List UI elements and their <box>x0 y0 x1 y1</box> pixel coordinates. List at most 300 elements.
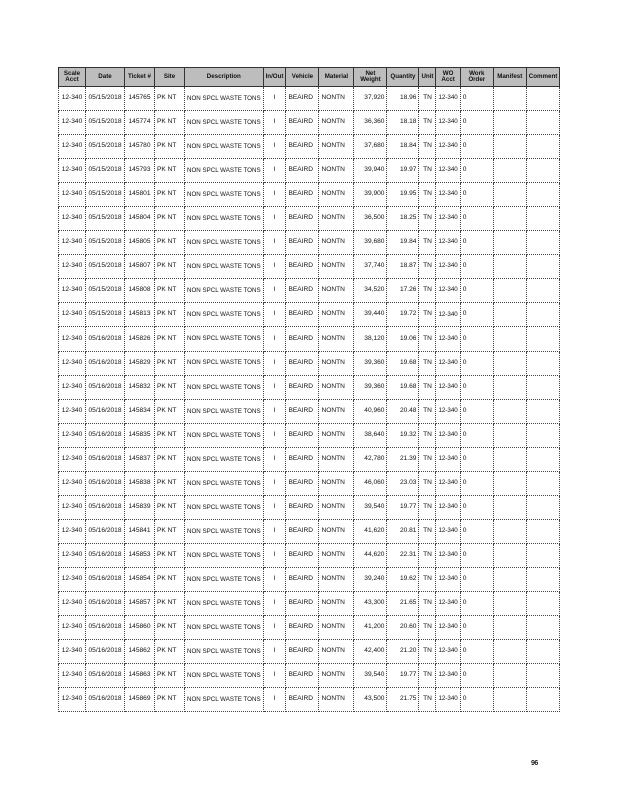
scale-ticket-table <box>58 67 560 712</box>
table-cell: NON SPCL WASTE TONS <box>185 327 264 351</box>
table-cell: I <box>263 111 286 135</box>
table-cell: BEAIRD <box>286 399 319 423</box>
table-cell: NON SPCL WASTE TONS <box>185 616 264 640</box>
table-cell <box>526 447 560 471</box>
table-cell <box>493 640 526 664</box>
table-cell: NONTN <box>319 87 354 111</box>
table-cell: 05/16/2018 <box>86 375 125 399</box>
table-cell: TN <box>419 616 436 640</box>
table-cell <box>526 519 560 543</box>
table-cell: 12-340 <box>436 399 460 423</box>
table-cell: PK NT <box>155 351 185 375</box>
table-cell: TN <box>419 688 436 712</box>
table-cell: 145807 <box>125 255 155 279</box>
table-cell <box>493 447 526 471</box>
table-cell: PK NT <box>155 591 185 615</box>
table-cell: 0 <box>460 423 493 447</box>
page-number-stamp: 96 <box>531 760 538 767</box>
table-cell: TN <box>419 255 436 279</box>
table-row <box>59 423 560 447</box>
table-cell: TN <box>419 111 436 135</box>
table-cell: 37,680 <box>354 135 387 159</box>
table-cell: TN <box>419 447 436 471</box>
table-cell: NON SPCL WASTE TONS <box>185 351 264 375</box>
table-cell: NONTN <box>319 159 354 183</box>
table-cell: 05/16/2018 <box>86 616 125 640</box>
table-cell: 145837 <box>125 447 155 471</box>
table-cell: 05/15/2018 <box>86 255 125 279</box>
table-cell: PK NT <box>155 567 185 591</box>
table-cell: TN <box>419 664 436 688</box>
table-cell: PK NT <box>155 399 185 423</box>
table-cell: 42,780 <box>354 447 387 471</box>
table-cell: I <box>263 87 286 111</box>
table-cell: 145801 <box>125 183 155 207</box>
table-cell: 12-340 <box>59 519 86 543</box>
table-cell: 19.06 <box>387 327 419 351</box>
table-cell <box>493 279 526 303</box>
table-cell: 0 <box>460 135 493 159</box>
table-cell <box>493 495 526 519</box>
table-cell: NONTN <box>319 616 354 640</box>
table-cell: 18.87 <box>387 255 419 279</box>
table-cell <box>493 255 526 279</box>
table-cell: TN <box>419 543 436 567</box>
table-cell: 05/15/2018 <box>86 159 125 183</box>
table-cell: I <box>263 471 286 495</box>
table-cell: 145765 <box>125 87 155 111</box>
table-cell: PK NT <box>155 327 185 351</box>
table-cell: BEAIRD <box>286 111 319 135</box>
table-row <box>59 375 560 399</box>
column-header: Comment <box>526 68 560 87</box>
table-cell: 19.77 <box>387 664 419 688</box>
table-cell: BEAIRD <box>286 664 319 688</box>
table-cell: TN <box>419 519 436 543</box>
table-cell: 05/15/2018 <box>86 183 125 207</box>
table-cell: 145793 <box>125 159 155 183</box>
table-cell: 12-340 <box>59 688 86 712</box>
table-cell: 145841 <box>125 519 155 543</box>
table-cell: 145805 <box>125 231 155 255</box>
table-cell: NON SPCL WASTE TONS <box>185 303 264 327</box>
table-cell: 12-340 <box>436 159 460 183</box>
table-cell: 05/16/2018 <box>86 327 125 351</box>
table-cell: 05/15/2018 <box>86 135 125 159</box>
table-cell: 05/16/2018 <box>86 495 125 519</box>
table-cell: 05/16/2018 <box>86 664 125 688</box>
table-cell <box>493 207 526 231</box>
table-cell: 0 <box>460 567 493 591</box>
table-cell: I <box>263 688 286 712</box>
table-row <box>59 351 560 375</box>
table-cell: I <box>263 423 286 447</box>
table-cell: PK NT <box>155 495 185 519</box>
header-row <box>59 68 560 87</box>
table-cell: BEAIRD <box>286 327 319 351</box>
table-cell: 145863 <box>125 664 155 688</box>
table-cell: 12-340 <box>436 688 460 712</box>
table-cell: NON SPCL WASTE TONS <box>185 231 264 255</box>
table-cell: I <box>263 616 286 640</box>
table-cell: NON SPCL WASTE TONS <box>185 255 264 279</box>
table-cell: 12-340 <box>436 135 460 159</box>
table-cell: PK NT <box>155 303 185 327</box>
table-cell: 37,740 <box>354 255 387 279</box>
table-cell: 145774 <box>125 111 155 135</box>
table-cell: TN <box>419 495 436 519</box>
table-cell: 12-340 <box>59 495 86 519</box>
table-cell <box>526 111 560 135</box>
table-cell: 12-340 <box>59 640 86 664</box>
table-cell: NON SPCL WASTE TONS <box>185 423 264 447</box>
table-cell: NONTN <box>319 567 354 591</box>
table-cell: PK NT <box>155 616 185 640</box>
table-cell: I <box>263 207 286 231</box>
table-cell: I <box>263 447 286 471</box>
table-cell: 19.97 <box>387 159 419 183</box>
table-cell: NON SPCL WASTE TONS <box>185 519 264 543</box>
table-cell <box>526 351 560 375</box>
table-row <box>59 567 560 591</box>
table-cell: I <box>263 640 286 664</box>
table-cell: PK NT <box>155 447 185 471</box>
table-cell: 36,500 <box>354 207 387 231</box>
table-cell: 0 <box>460 591 493 615</box>
table-cell: 12-340 <box>436 87 460 111</box>
table-row <box>59 519 560 543</box>
table-cell: NONTN <box>319 471 354 495</box>
table-cell: 12-340 <box>436 447 460 471</box>
table-cell: 37,920 <box>354 87 387 111</box>
table-cell: BEAIRD <box>286 135 319 159</box>
table-cell: NON SPCL WASTE TONS <box>185 664 264 688</box>
table-row <box>59 183 560 207</box>
table-cell: 12-340 <box>59 327 86 351</box>
table-cell: 12-340 <box>59 135 86 159</box>
table-cell: 42,400 <box>354 640 387 664</box>
table-cell: 0 <box>460 207 493 231</box>
table-row <box>59 664 560 688</box>
table-cell: 39,940 <box>354 159 387 183</box>
table-cell <box>493 471 526 495</box>
table-cell: 0 <box>460 303 493 327</box>
table-cell: BEAIRD <box>286 231 319 255</box>
table-cell <box>526 423 560 447</box>
table-cell: 12-340 <box>436 664 460 688</box>
table-cell: NONTN <box>319 135 354 159</box>
table-cell: 39,680 <box>354 231 387 255</box>
table-cell: NON SPCL WASTE TONS <box>185 375 264 399</box>
table-cell <box>493 351 526 375</box>
table-cell: TN <box>419 471 436 495</box>
table-cell <box>493 519 526 543</box>
table-cell: 12-340 <box>436 327 460 351</box>
table-cell: 145854 <box>125 567 155 591</box>
table-cell: 0 <box>460 664 493 688</box>
table-cell: 0 <box>460 375 493 399</box>
table-cell: 0 <box>460 159 493 183</box>
table-cell <box>526 207 560 231</box>
table-cell <box>493 423 526 447</box>
table-cell: PK NT <box>155 231 185 255</box>
table-cell <box>526 664 560 688</box>
table-row <box>59 87 560 111</box>
table-cell: NON SPCL WASTE TONS <box>185 591 264 615</box>
table-cell: 41,200 <box>354 616 387 640</box>
table-cell: 12-340 <box>436 567 460 591</box>
table-cell: NONTN <box>319 399 354 423</box>
table-cell: I <box>263 327 286 351</box>
table-cell: TN <box>419 423 436 447</box>
table-cell: PK NT <box>155 519 185 543</box>
table-cell <box>526 255 560 279</box>
table-cell <box>526 688 560 712</box>
table-cell: NON SPCL WASTE TONS <box>185 207 264 231</box>
table-cell: NONTN <box>319 591 354 615</box>
table-cell: I <box>263 159 286 183</box>
table-cell <box>526 495 560 519</box>
table-cell: 12-340 <box>436 231 460 255</box>
table-cell: 0 <box>460 327 493 351</box>
table-cell: 12-340 <box>436 640 460 664</box>
table-cell: 145808 <box>125 279 155 303</box>
table-cell: 39,440 <box>354 303 387 327</box>
table-cell <box>493 399 526 423</box>
table-cell: 21.39 <box>387 447 419 471</box>
table-cell: NONTN <box>319 423 354 447</box>
table-cell: BEAIRD <box>286 183 319 207</box>
table-cell: 145829 <box>125 351 155 375</box>
table-cell <box>526 471 560 495</box>
table-header <box>59 68 560 87</box>
table-cell: PK NT <box>155 471 185 495</box>
table-cell <box>526 159 560 183</box>
table-cell: NON SPCL WASTE TONS <box>185 447 264 471</box>
table-cell: 12-340 <box>59 111 86 135</box>
table-cell: PK NT <box>155 664 185 688</box>
table-cell: I <box>263 183 286 207</box>
table-cell: NON SPCL WASTE TONS <box>185 471 264 495</box>
table-cell: PK NT <box>155 135 185 159</box>
table-cell <box>493 111 526 135</box>
table-cell: 12-340 <box>59 231 86 255</box>
table-cell: 05/16/2018 <box>86 591 125 615</box>
table-cell <box>493 543 526 567</box>
table-cell: BEAIRD <box>286 471 319 495</box>
table-cell: NON SPCL WASTE TONS <box>185 159 264 183</box>
table-cell: 39,900 <box>354 183 387 207</box>
table-cell: I <box>263 279 286 303</box>
table-row <box>59 303 560 327</box>
table-cell <box>526 543 560 567</box>
table-cell <box>526 591 560 615</box>
table-cell: 0 <box>460 399 493 423</box>
table-cell: NONTN <box>319 351 354 375</box>
table-cell: 12-340 <box>436 423 460 447</box>
table-cell <box>493 616 526 640</box>
table-cell: 12-340 <box>436 351 460 375</box>
table-cell <box>493 664 526 688</box>
table-cell: NONTN <box>319 519 354 543</box>
table-cell: 12-340 <box>436 279 460 303</box>
table-cell: 145860 <box>125 616 155 640</box>
table-cell: 12-340 <box>436 207 460 231</box>
table-row <box>59 688 560 712</box>
table-cell <box>493 135 526 159</box>
table-cell: TN <box>419 303 436 327</box>
table-cell: 145869 <box>125 688 155 712</box>
table-cell: 05/16/2018 <box>86 519 125 543</box>
column-header: Material <box>319 68 354 87</box>
table-cell: 05/16/2018 <box>86 447 125 471</box>
column-header: Net Weight <box>354 68 387 87</box>
table-cell: NON SPCL WASTE TONS <box>185 399 264 423</box>
table-cell: 44,620 <box>354 543 387 567</box>
table-cell: 145839 <box>125 495 155 519</box>
table-cell: BEAIRD <box>286 567 319 591</box>
table-cell: 46,060 <box>354 471 387 495</box>
table-cell: NON SPCL WASTE TONS <box>185 111 264 135</box>
table-cell: 0 <box>460 87 493 111</box>
table-cell: 43,500 <box>354 688 387 712</box>
table-cell: 12-340 <box>59 616 86 640</box>
table-cell: 20.48 <box>387 399 419 423</box>
table-cell: I <box>263 399 286 423</box>
table-cell: 05/16/2018 <box>86 688 125 712</box>
table-cell: I <box>263 664 286 688</box>
table-cell: 0 <box>460 255 493 279</box>
table-cell: BEAIRD <box>286 159 319 183</box>
table-cell <box>493 567 526 591</box>
column-header: Ticket # <box>125 68 155 87</box>
table-cell: I <box>263 567 286 591</box>
table-cell: 145838 <box>125 471 155 495</box>
table-cell: 40,960 <box>354 399 387 423</box>
table-cell: 19.84 <box>387 231 419 255</box>
table-cell: 0 <box>460 616 493 640</box>
table-cell: TN <box>419 207 436 231</box>
table-row <box>59 279 560 303</box>
table-cell: 145813 <box>125 303 155 327</box>
table-cell: 05/16/2018 <box>86 423 125 447</box>
table-cell: 12-340 <box>436 519 460 543</box>
table-cell: 39,540 <box>354 495 387 519</box>
column-header: Work Order <box>460 68 493 87</box>
table-cell: PK NT <box>155 183 185 207</box>
table-cell: 18.25 <box>387 207 419 231</box>
table-cell: BEAIRD <box>286 447 319 471</box>
table-row <box>59 543 560 567</box>
table-cell <box>493 375 526 399</box>
table-cell: PK NT <box>155 207 185 231</box>
table-cell: PK NT <box>155 87 185 111</box>
table-cell: PK NT <box>155 111 185 135</box>
table-cell: NONTN <box>319 279 354 303</box>
table-row <box>59 447 560 471</box>
table-cell <box>493 303 526 327</box>
table-cell: NONTN <box>319 447 354 471</box>
table-cell: PK NT <box>155 279 185 303</box>
table-cell: 23.03 <box>387 471 419 495</box>
table-cell: NONTN <box>319 375 354 399</box>
table-cell: 12-340 <box>436 255 460 279</box>
table-cell: 20.81 <box>387 519 419 543</box>
column-header: Quantity <box>387 68 419 87</box>
table-cell: NONTN <box>319 640 354 664</box>
table-cell: 145780 <box>125 135 155 159</box>
table-cell: BEAIRD <box>286 688 319 712</box>
table-cell: 12-340 <box>436 375 460 399</box>
table-cell: 12-340 <box>59 375 86 399</box>
table-cell: 12-340 <box>436 495 460 519</box>
column-header: Manifest <box>493 68 526 87</box>
table-cell: 19.62 <box>387 567 419 591</box>
table-cell: 19.72 <box>387 303 419 327</box>
table-cell: BEAIRD <box>286 351 319 375</box>
table-cell <box>526 327 560 351</box>
table-cell: NON SPCL WASTE TONS <box>185 279 264 303</box>
table-cell: 05/16/2018 <box>86 471 125 495</box>
table-cell: BEAIRD <box>286 519 319 543</box>
table-cell: 0 <box>460 471 493 495</box>
table-cell: I <box>263 519 286 543</box>
table-cell: 19.77 <box>387 495 419 519</box>
table-cell: TN <box>419 375 436 399</box>
table-row <box>59 207 560 231</box>
table-cell: 145857 <box>125 591 155 615</box>
table-row <box>59 640 560 664</box>
table-cell: TN <box>419 640 436 664</box>
table-cell: 12-340 <box>59 543 86 567</box>
table-cell: NONTN <box>319 231 354 255</box>
table-cell: 19.32 <box>387 423 419 447</box>
table-cell: PK NT <box>155 543 185 567</box>
table-row <box>59 135 560 159</box>
table-cell: 12-340 <box>59 351 86 375</box>
table-cell: I <box>263 351 286 375</box>
table-cell: 145862 <box>125 640 155 664</box>
table-cell: 18.18 <box>387 111 419 135</box>
table-cell: 19.68 <box>387 375 419 399</box>
table-cell: BEAIRD <box>286 279 319 303</box>
table-cell <box>493 327 526 351</box>
table-cell: I <box>263 255 286 279</box>
table-cell: 12-340 <box>59 159 86 183</box>
table-cell: NONTN <box>319 688 354 712</box>
table-cell <box>493 591 526 615</box>
table-cell: I <box>263 303 286 327</box>
table-cell: BEAIRD <box>286 255 319 279</box>
table-cell: 145826 <box>125 327 155 351</box>
table-cell: TN <box>419 327 436 351</box>
column-header: Date <box>86 68 125 87</box>
table-cell: 0 <box>460 231 493 255</box>
table-cell: I <box>263 135 286 159</box>
table-cell: BEAIRD <box>286 616 319 640</box>
table-cell: 39,540 <box>354 664 387 688</box>
table-cell: 0 <box>460 688 493 712</box>
table-cell <box>493 87 526 111</box>
table-cell: 145835 <box>125 423 155 447</box>
table-cell: 05/15/2018 <box>86 111 125 135</box>
table-cell: NONTN <box>319 543 354 567</box>
table-row <box>59 159 560 183</box>
table-cell <box>526 87 560 111</box>
table-cell: 12-340 <box>436 543 460 567</box>
table-cell: 0 <box>460 519 493 543</box>
table-cell: BEAIRD <box>286 591 319 615</box>
